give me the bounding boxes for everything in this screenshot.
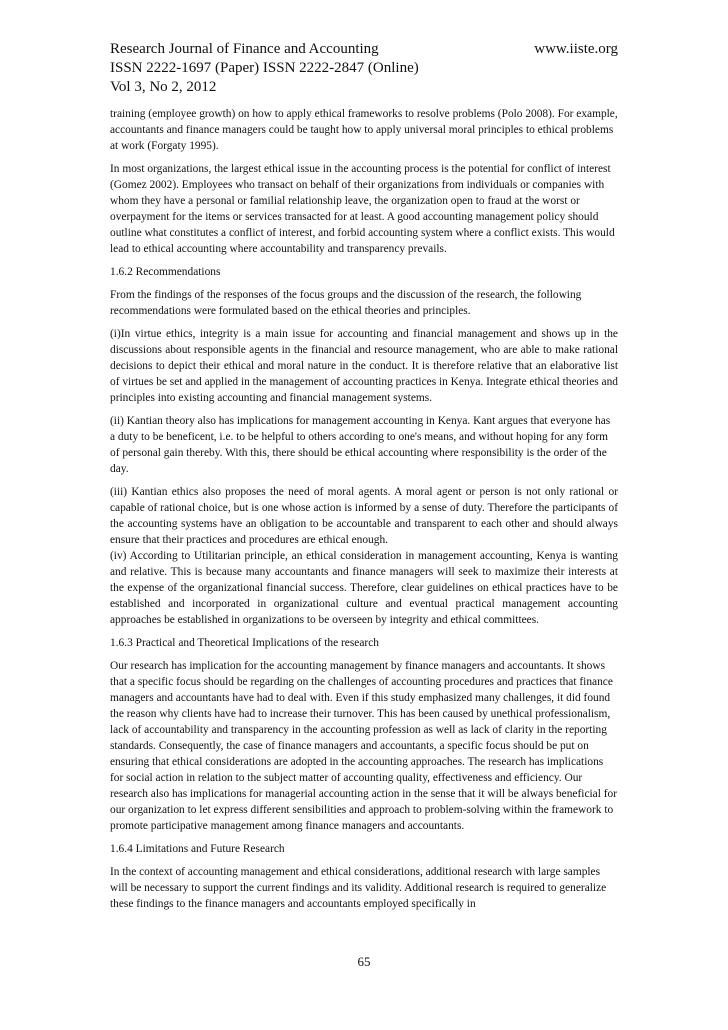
paragraph-limitations: In the context of accounting management and ethical considerations, additional research with large samples will be necessary to support the current findings and its validity. Additional research is required to generalize these findings to the finance managers and accountants employed specifically in <box>110 866 607 910</box>
page-header <box>110 40 618 97</box>
journal-title: Research Journal of Finance and Accounting <box>110 41 379 57</box>
page-number: 65 <box>357 954 371 969</box>
journal-issn: ISSN 2222-1697 (Paper) ISSN 2222-2847 (Online) <box>110 60 419 76</box>
section-heading-recommendations: 1.6.2 Recommendations <box>110 266 221 278</box>
paragraph-conflict-of-interest: In most organizations, the largest ethical issue in the accounting process is the potential for conflict of interest (Gomez 2002). Employees who transact on behalf of their organizations from individuals or companies with whom they have a personal or familial relationship leave, the organization open to fraud at the worst or overpayment for the items or services transacted for at least. A good accounting management policy should outline what constitutes a conflict of interest, and forbid accounting system where a conflict exists. This would lead to ethical accounting where accountability and transparency prevails. <box>110 163 615 255</box>
page-body <box>110 106 618 919</box>
journal-volume: Vol 3, No 2, 2012 <box>110 79 217 95</box>
section-heading-implications: 1.6.3 Practical and Theoretical Implications of the research <box>110 637 379 649</box>
paragraph-implications: Our research has implication for the accounting management by finance managers and accountants. It shows that a specific focus should be regarding on the challenges of accounting procedures and practices that finance managers and accountants have had to deal with. Even if this study emphasized many challenges, it did found the reason why clients have had to increase their turnover. This has been caused by unethical professionalism, lack of accountability and transparency in the accounting profession as well as lack of clarity in the reporting standards. Consequently, the case of finance managers and accountants, a specific focus should be put on ensuring that ethical considerations are adopted in the accounting approaches. The research has implications for social action in relation to the subject matter of accounting quality, effectiveness and efficiency. Our research also has implications for managerial accounting action in the sense that it will be always beneficial for our organization to let express different sensibilities and approach to problem-solving within the framework to promote participative management among finance managers and accountants. <box>110 660 618 832</box>
section-heading-limitations: 1.6.4 Limitations and Future Research <box>110 843 285 855</box>
paragraph-recommendations-intro: From the findings of the responses of the focus groups and the discussion of the research, the following recommendations were formulated based on the ethical theories and principles. <box>110 289 582 317</box>
paragraph-kantian-theory: (ii) Kantian theory also has implications for management accounting in Kenya. Kant argues that everyone has a duty to be beneficent, i.e. to be helpful to others according to one's means, and without hoping for any form of personal gain thereby. With this, there should be ethical accounting where responsibility is the order of the day. <box>110 415 611 475</box>
paragraph-kantian-ethics: (iii) Kantian ethics also proposes the need of moral agents. A moral agent or person is not only rational or capable of rational choice, but is one whose action is informed by a sense of duty. Therefore the participants of the accounting systems have an obligation to be accountable and transparent to each other and should always ensure that their practices and procedures are ethical enough. <box>110 486 618 546</box>
paragraph-utilitarian: (iv) According to Utilitarian principle, an ethical consideration in management accounting, Kenya is wanting and relative. This is because many accountants and finance managers will seek to maximize their interests at the expense of the organizational financial success. Therefore, clear guidelines on ethical practices have to be established and incorporated in organizational culture and eventual practical management accounting approaches be established in organizations to be overseen by integrity and ethical committees. <box>110 550 618 626</box>
journal-website: www.iiste.org <box>534 41 618 57</box>
paragraph-virtue-ethics: (i)In virtue ethics, integrity is a main issue for accounting and financial management and shows up in the discussions about responsible agents in the financial and resource management, who are able to make rational decisions to depict their ethical and moral nature in the conduct. It is therefore relative that an elaborative list of virtues be set and applied in the management of accounting practices in Kenya. Integrate ethical theories and principles into existing accounting and financial management systems. <box>110 328 618 404</box>
header-top-row <box>110 40 618 59</box>
paragraph-continued: training (employee growth) on how to apply ethical frameworks to resolve problems (Polo 2008). For example, accountants and finance managers could be taught how to apply universal moral principles to ethical problems at work (Forgaty 1995). <box>110 108 618 152</box>
